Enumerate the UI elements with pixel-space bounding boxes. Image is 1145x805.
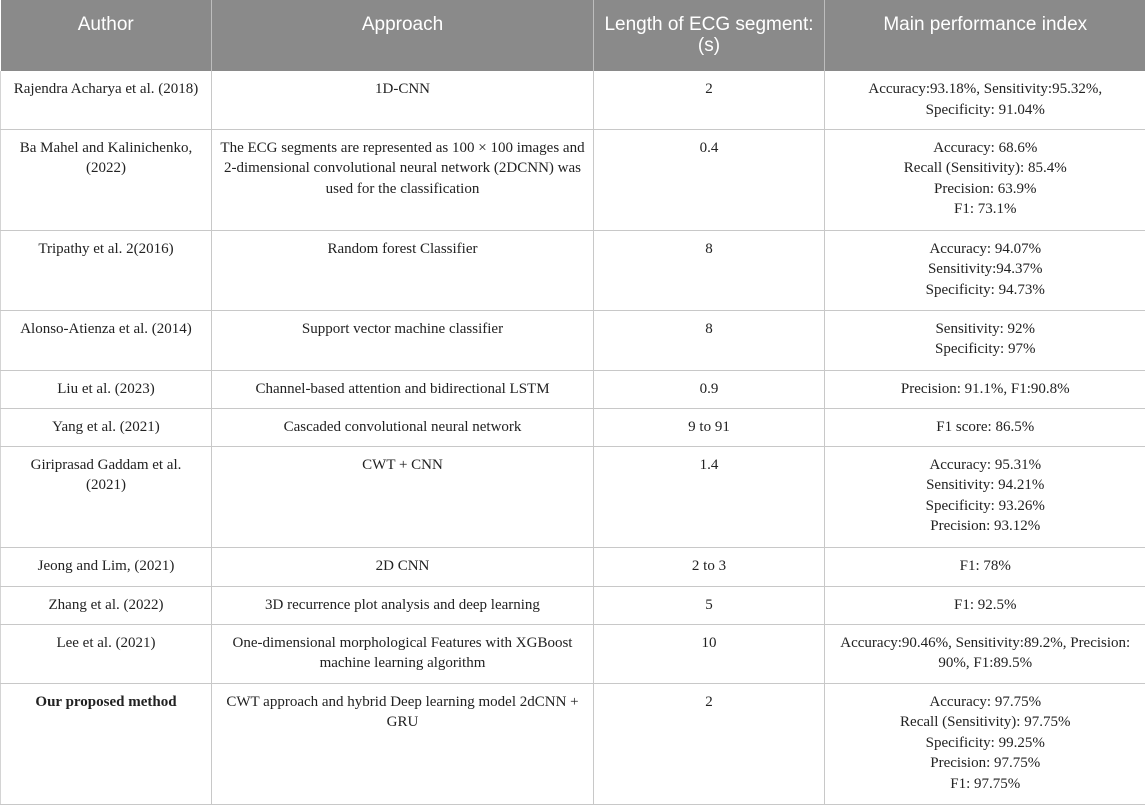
length-cell: 10 [594, 624, 825, 683]
author-cell: Giriprasad Gaddam et al. (2021) [1, 446, 212, 547]
table-row [1, 683, 1145, 804]
table-row [1, 71, 1145, 129]
performance-line: Sensitivity:94.37% [927, 261, 1043, 277]
performance-cell [825, 683, 1145, 804]
table-row [1, 370, 1145, 408]
table-row [1, 624, 1145, 683]
performance-line: F1: 92.5% [953, 596, 1017, 613]
table-row [1, 230, 1145, 310]
approach-cell: 3D recurrence plot analysis and deep learning [212, 586, 594, 624]
header-author: Author [1, 0, 212, 71]
table-row [1, 586, 1145, 624]
performance-line: Precision: 63.9% [934, 180, 1037, 197]
table-header [1, 0, 1145, 71]
table-row [1, 547, 1145, 586]
header-row [1, 0, 1145, 71]
performance-line: Specificity: 93.26% [925, 497, 1045, 514]
length-cell: 0.4 [594, 129, 825, 230]
performance-line: Precision: 91.1%, F1:90.8% [900, 380, 1070, 397]
performance-line: F1 score: 86.5% [936, 418, 1035, 435]
table-row [1, 446, 1145, 547]
performance-cell [825, 408, 1145, 446]
table-row [1, 310, 1145, 370]
length-cell: 5 [594, 586, 825, 624]
table-row [1, 408, 1145, 446]
length-cell: 9 to 91 [594, 408, 825, 446]
performance-line: Precision: 93.12% [930, 518, 1041, 534]
performance-cell [825, 310, 1145, 370]
performance-line: Specificity: 91.04% [925, 101, 1045, 118]
performance-cell [825, 547, 1145, 586]
performance-line: F1: 97.75% [950, 775, 1021, 792]
length-cell: 2 [594, 683, 825, 804]
approach-cell: 2D CNN [212, 547, 594, 586]
header-approach: Approach [212, 0, 594, 71]
performance-cell [825, 230, 1145, 310]
approach-cell: CWT approach and hybrid Deep learning model 2dCNN + GRU [212, 683, 594, 804]
table-row [1, 129, 1145, 230]
approach-cell: Channel-based attention and bidirectional LSTM [212, 370, 594, 408]
length-cell: 8 [594, 230, 825, 310]
performance-line: Specificity: 97% [935, 341, 1036, 357]
length-cell: 8 [594, 310, 825, 370]
header-length: Length of ECG segment: (s) [594, 0, 825, 71]
table-body [1, 71, 1145, 804]
author-cell: Rajendra Acharya et al. (2018) [1, 71, 212, 129]
approach-cell: One-dimensional morphological Features with XGBoost machine learning algorithm [212, 624, 594, 683]
author-cell: Yang et al. (2021) [1, 408, 212, 446]
header-performance: Main performance index [825, 0, 1145, 71]
author-cell: Alonso-Atienza et al. (2014) [1, 310, 212, 370]
performance-line: Accuracy: 97.75% [929, 693, 1042, 710]
performance-line: Accuracy: 68.6% [933, 139, 1038, 156]
performance-line: F1: 73.1% [953, 201, 1017, 217]
performance-line: Accuracy:90.46%, Sensitivity:89.2%, Precision: [840, 634, 1131, 651]
performance-cell [825, 624, 1145, 683]
author-cell: Ba Mahel and Kalinichenko, (2022) [1, 129, 212, 230]
author-cell: Zhang et al. (2022) [1, 586, 212, 624]
performance-cell [825, 586, 1145, 624]
performance-line: 90%, F1:89.5% [938, 655, 1033, 671]
performance-line: F1: 78% [959, 557, 1011, 574]
performance-line: Recall (Sensitivity): 85.4% [903, 160, 1067, 176]
performance-cell [825, 370, 1145, 408]
length-cell: 1.4 [594, 446, 825, 547]
performance-line: Sensitivity: 94.21% [926, 477, 1045, 493]
approach-cell: The ECG segments are represented as 100 × 100 images and 2-dimensional convolutional neural network (2DCNN) was used for the classification [212, 129, 594, 230]
length-cell: 2 to 3 [594, 547, 825, 586]
length-cell: 0.9 [594, 370, 825, 408]
performance-cell [825, 446, 1145, 547]
author-cell: Liu et al. (2023) [1, 370, 212, 408]
author-cell: Tripathy et al. 2(2016) [1, 230, 212, 310]
performance-line: Sensitivity: 92% [935, 320, 1036, 337]
approach-cell: Cascaded convolutional neural network [212, 408, 594, 446]
author-cell: Lee et al. (2021) [1, 624, 212, 683]
performance-line: Accuracy: 94.07% [929, 240, 1042, 257]
approach-cell: CWT + CNN [212, 446, 594, 547]
performance-line: Accuracy:93.18%, Sensitivity:95.32%, [868, 81, 1103, 97]
performance-cell [825, 129, 1145, 230]
approach-cell: 1D-CNN [212, 71, 594, 129]
performance-line: Specificity: 94.73% [925, 281, 1045, 298]
approach-cell: Random forest Classifier [212, 230, 594, 310]
performance-line: Accuracy: 95.31% [929, 456, 1042, 473]
author-cell: Our proposed method [1, 683, 212, 804]
performance-cell [825, 71, 1145, 129]
approach-cell: Support vector machine classifier [212, 310, 594, 370]
performance-line: Recall (Sensitivity): 97.75% [900, 714, 1071, 730]
performance-line: Specificity: 99.25% [925, 734, 1045, 751]
author-cell: Jeong and Lim, (2021) [1, 547, 212, 586]
length-cell: 2 [594, 71, 825, 129]
performance-line: Precision: 97.75% [930, 755, 1041, 771]
